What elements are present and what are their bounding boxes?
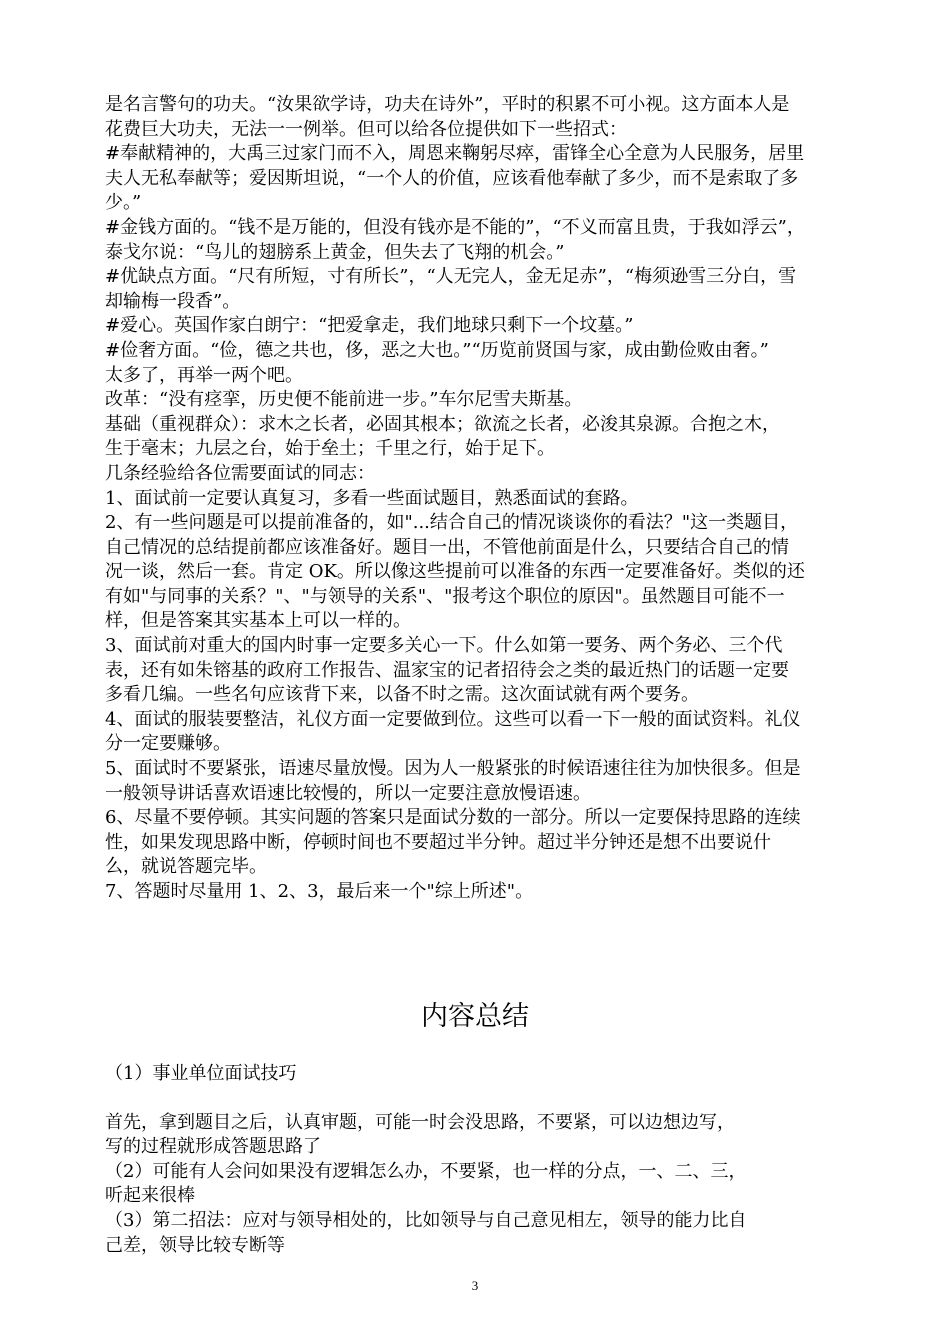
summary-line: （2）可能有人会问如果没有逻辑怎么办，不要紧，也一样的分点，一、二、三， [105, 1160, 747, 1182]
body-line: 况一谈，然后一套。肯定 OK。所以像这些提前可以准备的东西一定要准备好。类似的还 [105, 561, 805, 583]
summary-line: 己差，领导比较专断等 [105, 1234, 285, 1256]
body-line: 4、面试的服装要整洁，礼仪方面一定要做到位。这些可以看一下一般的面试资料。礼仪 [105, 708, 801, 730]
body-line: 几条经验给各位需要面试的同志： [105, 462, 375, 484]
body-line: 夫人无私奉献等；爱因斯坦说，“一个人的价值，应该看他奉献了多少，而不是索取了多 [105, 167, 799, 189]
summary-section [105, 1062, 847, 1258]
body-line: 表，还有如朱镕基的政府工作报告、温家宝的记者招待会之类的最近热门的话题一定要 [105, 659, 789, 681]
body-line: 一般领导讲话喜欢语速比较慢的，所以一定要注意放慢语速。 [105, 782, 591, 804]
body-line: 太多了，再举一两个吧。 [105, 364, 303, 386]
body-line: 1、面试前一定要认真复习，多看一些面试题目，熟悉面试的套路。 [105, 487, 639, 509]
body-line: 自己情况的总结提前都应该准备好。题目一出，不管他前面是什么，只要结合自己的情 [105, 536, 789, 558]
body-line: #爱心。英国作家白朗宁：“把爱拿走，我们地球只剩下一个坟墓。” [105, 315, 634, 337]
body-line: 改革：“没有痉挛，历史便不能前进一步。”车尔尼雪夫斯基。 [105, 389, 583, 411]
body-line: 有如"与同事的关系？"、"与领导的关系"、"报考这个职位的原因"。虽然题目可能不一 [105, 585, 785, 607]
body-text [105, 93, 847, 905]
summary-line: 听起来很棒 [105, 1185, 195, 1207]
body-line: #优缺点方面。“尺有所短，寸有所长”，“人无完人，金无足赤”，“梅须逊雪三分白，雪 [105, 266, 797, 288]
summary-line: 首先，拿到题目之后，认真审题，可能一时会没思路，不要紧，可以边想边写， [105, 1111, 735, 1133]
body-line: 2、有一些问题是可以提前准备的，如"...结合自己的情况谈谈你的看法？"这一类题目， [105, 512, 799, 534]
page-number: 3 [471, 1278, 479, 1293]
body-line: 分一定要赚够。 [105, 733, 231, 755]
body-line: 生于毫末；九层之台，始于垒土；千里之行，始于足下。 [105, 438, 555, 460]
body-line: 7、答题时尽量用 1、2、3，最后来一个"综上所述"。 [105, 881, 534, 902]
body-line: #俭奢方面。“俭，德之共也，侈，恶之大也。”“历览前贤国与家，成由勤俭败由奢。” [105, 339, 769, 361]
body-line: 多看几编。一些名句应该背下来，以备不时之需。这次面试就有两个要务。 [105, 684, 699, 706]
body-line: 是名言警句的功夫。“汝果欲学诗，功夫在诗外”，平时的积累不可小视。这方面本人是 [105, 94, 790, 115]
body-line: 3、面试前对重大的国内时事一定要多关心一下。什么如第一要务、两个务必、三个代 [105, 635, 783, 657]
body-line: #奉献精神的，大禹三过家门而不入，周恩来鞠躬尽瘁，雷锋全心全意为人民服务，居里 [105, 143, 805, 165]
summary-line: 写的过程就形成答题思路了 [105, 1136, 321, 1158]
body-line: #金钱方面的。“钱不是万能的，但没有钱亦是不能的”，“不义而富且贵，于我如浮云”， [105, 216, 805, 238]
summary-gap [105, 1087, 847, 1111]
summary-title: 内容总结 [421, 1001, 529, 1032]
body-line: 6、尽量不要停顿。其实问题的答案只是面试分数的一部分。所以一定要保持思路的连续 [105, 807, 801, 829]
body-line: 5、面试时不要紧张，语速尽量放慢。因为人一般紧张的时候语速往往为加快很多。但是 [105, 758, 801, 780]
summary-heading: （1）事业单位面试技巧 [105, 1063, 297, 1084]
body-line: 样，但是答案其实基本上可以一样的。 [105, 610, 411, 632]
body-line: 性，如果发现思路中断，停顿时间也不要超过半分钟。超过半分钟还是想不出要说什 [105, 831, 771, 853]
body-line: 么，就说答题完毕。 [105, 856, 267, 878]
body-line: 泰戈尔说：“鸟儿的翅膀系上黄金，但失去了飞翔的机会。” [105, 241, 565, 263]
body-line: 却输梅一段香”。 [105, 290, 241, 312]
summary-line: （3）第二招法：应对与领导相处的，比如领导与自己意见相左，领导的能力比自 [105, 1209, 747, 1231]
body-line: 花费巨大功夫，无法一一例举。但可以给各位提供如下一些招式： [105, 118, 627, 140]
body-line: 少。” [105, 192, 142, 214]
body-line: 基础（重视群众）：求木之长者，必固其根本；欲流之长者，必浚其泉源。合抱之木， [105, 413, 780, 435]
